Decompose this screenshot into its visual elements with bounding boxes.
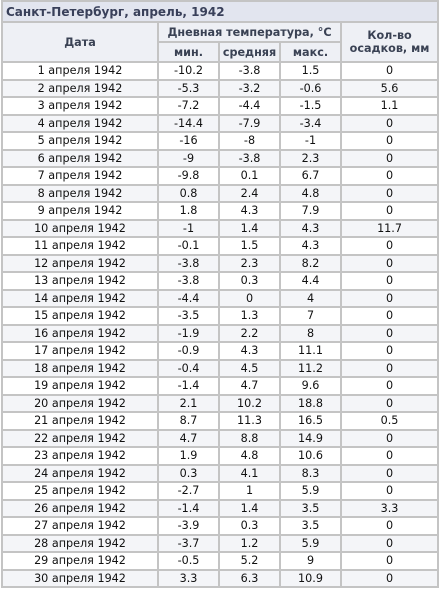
- precipitation-cell: 0: [342, 343, 437, 359]
- max-temp-cell: 10.6: [281, 448, 340, 464]
- avg-temp-cell: 1.4: [220, 221, 279, 237]
- date-cell: 28 апреля 1942: [3, 536, 157, 552]
- date-cell: 19 апреля 1942: [3, 378, 157, 394]
- min-temp-cell: -4.4: [159, 291, 218, 307]
- avg-temp-cell: 10.2: [220, 396, 279, 412]
- avg-temp-cell: 5.2: [220, 553, 279, 569]
- min-temp-cell: -7.2: [159, 98, 218, 114]
- table-row: [3, 256, 437, 272]
- avg-temp-cell: -4.4: [220, 98, 279, 114]
- max-temp-cell: 18.8: [281, 396, 340, 412]
- max-temp-cell: 6.7: [281, 168, 340, 184]
- min-temp-cell: -14.4: [159, 116, 218, 132]
- table-row: [3, 203, 437, 219]
- max-header: макс.: [281, 43, 340, 61]
- table-row: [3, 518, 437, 534]
- min-temp-cell: 1.9: [159, 448, 218, 464]
- table-row: [3, 273, 437, 289]
- table-title: Санкт-Петербург, апрель, 1942: [3, 2, 437, 21]
- min-temp-cell: -3.9: [159, 518, 218, 534]
- date-cell: 4 апреля 1942: [3, 116, 157, 132]
- max-temp-cell: 5.9: [281, 536, 340, 552]
- date-cell: 5 апреля 1942: [3, 133, 157, 149]
- table-row: [3, 571, 437, 587]
- max-temp-cell: 14.9: [281, 431, 340, 447]
- min-temp-cell: 0.8: [159, 186, 218, 202]
- precipitation-cell: 0: [342, 238, 437, 254]
- avg-temp-cell: 2.4: [220, 186, 279, 202]
- date-cell: 12 апреля 1942: [3, 256, 157, 272]
- max-temp-cell: 16.5: [281, 413, 340, 429]
- date-cell: 14 апреля 1942: [3, 291, 157, 307]
- min-temp-cell: -9: [159, 151, 218, 167]
- precipitation-cell: 0: [342, 431, 437, 447]
- table-row: [3, 378, 437, 394]
- precipitation-cell: 0: [342, 518, 437, 534]
- min-temp-cell: -1.4: [159, 378, 218, 394]
- min-temp-cell: 2.1: [159, 396, 218, 412]
- table-row: [3, 116, 437, 132]
- precipitation-cell: 0: [342, 553, 437, 569]
- table-row: [3, 81, 437, 97]
- precipitation-cell: 0: [342, 326, 437, 342]
- weather-table: [1, 0, 439, 588]
- max-temp-cell: 11.1: [281, 343, 340, 359]
- date-cell: 21 апреля 1942: [3, 413, 157, 429]
- min-temp-cell: -0.1: [159, 238, 218, 254]
- max-temp-cell: 8: [281, 326, 340, 342]
- precipitation-cell: 0: [342, 186, 437, 202]
- min-temp-cell: -9.8: [159, 168, 218, 184]
- avg-temp-cell: 0.3: [220, 273, 279, 289]
- avg-header: средняя: [220, 43, 279, 61]
- avg-temp-cell: 0.1: [220, 168, 279, 184]
- avg-temp-cell: 0.3: [220, 518, 279, 534]
- avg-temp-cell: 11.3: [220, 413, 279, 429]
- date-cell: 22 апреля 1942: [3, 431, 157, 447]
- precipitation-cell: 0: [342, 361, 437, 377]
- max-temp-cell: 1.5: [281, 63, 340, 79]
- date-header: Дата: [3, 23, 157, 61]
- avg-temp-cell: 6.3: [220, 571, 279, 587]
- max-temp-cell: 3.5: [281, 501, 340, 517]
- avg-temp-cell: 1.4: [220, 501, 279, 517]
- date-cell: 1 апреля 1942: [3, 63, 157, 79]
- min-temp-cell: -5.3: [159, 81, 218, 97]
- precipitation-cell: 0: [342, 203, 437, 219]
- max-temp-cell: 3.5: [281, 518, 340, 534]
- date-cell: 17 апреля 1942: [3, 343, 157, 359]
- precipitation-cell: 0: [342, 483, 437, 499]
- max-temp-cell: 7.9: [281, 203, 340, 219]
- avg-temp-cell: 8.8: [220, 431, 279, 447]
- table-row: [3, 448, 437, 464]
- caption-row: [3, 2, 437, 21]
- precipitation-cell: 0: [342, 273, 437, 289]
- max-temp-cell: 10.9: [281, 571, 340, 587]
- min-temp-cell: -0.9: [159, 343, 218, 359]
- precipitation-cell: 0: [342, 133, 437, 149]
- date-cell: 24 апреля 1942: [3, 466, 157, 482]
- precipitation-cell: 3.3: [342, 501, 437, 517]
- min-temp-cell: 1.8: [159, 203, 218, 219]
- table-row: [3, 238, 437, 254]
- date-cell: 18 апреля 1942: [3, 361, 157, 377]
- precipitation-cell: 0: [342, 116, 437, 132]
- min-temp-cell: 4.7: [159, 431, 218, 447]
- max-temp-cell: 9: [281, 553, 340, 569]
- precipitation-cell: 0: [342, 396, 437, 412]
- min-header: мин.: [159, 43, 218, 61]
- min-temp-cell: -10.2: [159, 63, 218, 79]
- avg-temp-cell: 4.3: [220, 343, 279, 359]
- table-row: [3, 483, 437, 499]
- max-temp-cell: -1.5: [281, 98, 340, 114]
- avg-temp-cell: -3.8: [220, 151, 279, 167]
- table-row: [3, 536, 437, 552]
- date-cell: 15 апреля 1942: [3, 308, 157, 324]
- date-cell: 25 апреля 1942: [3, 483, 157, 499]
- avg-temp-cell: 1.3: [220, 308, 279, 324]
- precipitation-cell: 0: [342, 571, 437, 587]
- avg-temp-cell: 4.1: [220, 466, 279, 482]
- avg-temp-cell: 1: [220, 483, 279, 499]
- avg-temp-cell: 4.5: [220, 361, 279, 377]
- temperature-header: Дневная температура, °C: [159, 23, 340, 41]
- min-temp-cell: -3.8: [159, 256, 218, 272]
- avg-temp-cell: 2.2: [220, 326, 279, 342]
- avg-temp-cell: -8: [220, 133, 279, 149]
- min-temp-cell: -0.5: [159, 553, 218, 569]
- precipitation-cell: 5.6: [342, 81, 437, 97]
- max-temp-cell: 4.3: [281, 221, 340, 237]
- date-cell: 2 апреля 1942: [3, 81, 157, 97]
- table-row: [3, 63, 437, 79]
- max-temp-cell: -1: [281, 133, 340, 149]
- table-row: [3, 413, 437, 429]
- table-row: [3, 151, 437, 167]
- max-temp-cell: 4.3: [281, 238, 340, 254]
- date-cell: 8 апреля 1942: [3, 186, 157, 202]
- date-cell: 3 апреля 1942: [3, 98, 157, 114]
- date-cell: 11 апреля 1942: [3, 238, 157, 254]
- precipitation-cell: 1.1: [342, 98, 437, 114]
- max-temp-cell: -0.6: [281, 81, 340, 97]
- max-temp-cell: 8.3: [281, 466, 340, 482]
- date-cell: 26 апреля 1942: [3, 501, 157, 517]
- avg-temp-cell: 4.3: [220, 203, 279, 219]
- min-temp-cell: -3.7: [159, 536, 218, 552]
- date-cell: 30 апреля 1942: [3, 571, 157, 587]
- max-temp-cell: 7: [281, 308, 340, 324]
- precipitation-cell: 0: [342, 536, 437, 552]
- date-cell: 16 апреля 1942: [3, 326, 157, 342]
- min-temp-cell: 0.3: [159, 466, 218, 482]
- min-temp-cell: 8.7: [159, 413, 218, 429]
- precipitation-cell: 0: [342, 168, 437, 184]
- min-temp-cell: -3.5: [159, 308, 218, 324]
- date-cell: 9 апреля 1942: [3, 203, 157, 219]
- precipitation-cell: 0.5: [342, 413, 437, 429]
- max-temp-cell: 11.2: [281, 361, 340, 377]
- max-temp-cell: 9.6: [281, 378, 340, 394]
- table-body: [3, 63, 437, 586]
- max-temp-cell: -3.4: [281, 116, 340, 132]
- max-temp-cell: 5.9: [281, 483, 340, 499]
- date-cell: 23 апреля 1942: [3, 448, 157, 464]
- table-row: [3, 168, 437, 184]
- precipitation-cell: 0: [342, 256, 437, 272]
- table-row: [3, 553, 437, 569]
- table-row: [3, 98, 437, 114]
- date-cell: 29 апреля 1942: [3, 553, 157, 569]
- avg-temp-cell: 2.3: [220, 256, 279, 272]
- precipitation-cell: 0: [342, 151, 437, 167]
- max-temp-cell: 4.8: [281, 186, 340, 202]
- precipitation-header: [342, 23, 437, 61]
- avg-temp-cell: 4.8: [220, 448, 279, 464]
- header-row: [3, 23, 437, 41]
- min-temp-cell: -2.7: [159, 483, 218, 499]
- min-temp-cell: -1.4: [159, 501, 218, 517]
- min-temp-cell: -16: [159, 133, 218, 149]
- table-row: [3, 396, 437, 412]
- precipitation-header-line2: осадков, мм: [349, 42, 430, 55]
- table-row: [3, 308, 437, 324]
- max-temp-cell: 4: [281, 291, 340, 307]
- avg-temp-cell: 1.2: [220, 536, 279, 552]
- precipitation-cell: 0: [342, 63, 437, 79]
- date-cell: 20 апреля 1942: [3, 396, 157, 412]
- min-temp-cell: -1: [159, 221, 218, 237]
- max-temp-cell: 2.3: [281, 151, 340, 167]
- avg-temp-cell: -7.9: [220, 116, 279, 132]
- avg-temp-cell: 1.5: [220, 238, 279, 254]
- precipitation-cell: 0: [342, 466, 437, 482]
- table-row: [3, 361, 437, 377]
- min-temp-cell: 3.3: [159, 571, 218, 587]
- avg-temp-cell: 4.7: [220, 378, 279, 394]
- table-row: [3, 501, 437, 517]
- date-cell: 13 апреля 1942: [3, 273, 157, 289]
- table-row: [3, 466, 437, 482]
- table-row: [3, 431, 437, 447]
- precipitation-cell: 0: [342, 308, 437, 324]
- min-temp-cell: -3.8: [159, 273, 218, 289]
- precipitation-cell: 0: [342, 378, 437, 394]
- precipitation-cell: 11.7: [342, 221, 437, 237]
- avg-temp-cell: 0: [220, 291, 279, 307]
- min-temp-cell: -1.9: [159, 326, 218, 342]
- avg-temp-cell: -3.2: [220, 81, 279, 97]
- date-cell: 7 апреля 1942: [3, 168, 157, 184]
- table-row: [3, 186, 437, 202]
- avg-temp-cell: -3.8: [220, 63, 279, 79]
- table-row: [3, 221, 437, 237]
- precipitation-header-line1: Кол-во: [367, 29, 412, 42]
- date-cell: 6 апреля 1942: [3, 151, 157, 167]
- table-row: [3, 343, 437, 359]
- max-temp-cell: 8.2: [281, 256, 340, 272]
- max-temp-cell: 4.4: [281, 273, 340, 289]
- min-temp-cell: -0.4: [159, 361, 218, 377]
- date-cell: 10 апреля 1942: [3, 221, 157, 237]
- table-row: [3, 291, 437, 307]
- precipitation-cell: 0: [342, 448, 437, 464]
- table-row: [3, 133, 437, 149]
- precipitation-cell: 0: [342, 291, 437, 307]
- date-cell: 27 апреля 1942: [3, 518, 157, 534]
- table-row: [3, 326, 437, 342]
